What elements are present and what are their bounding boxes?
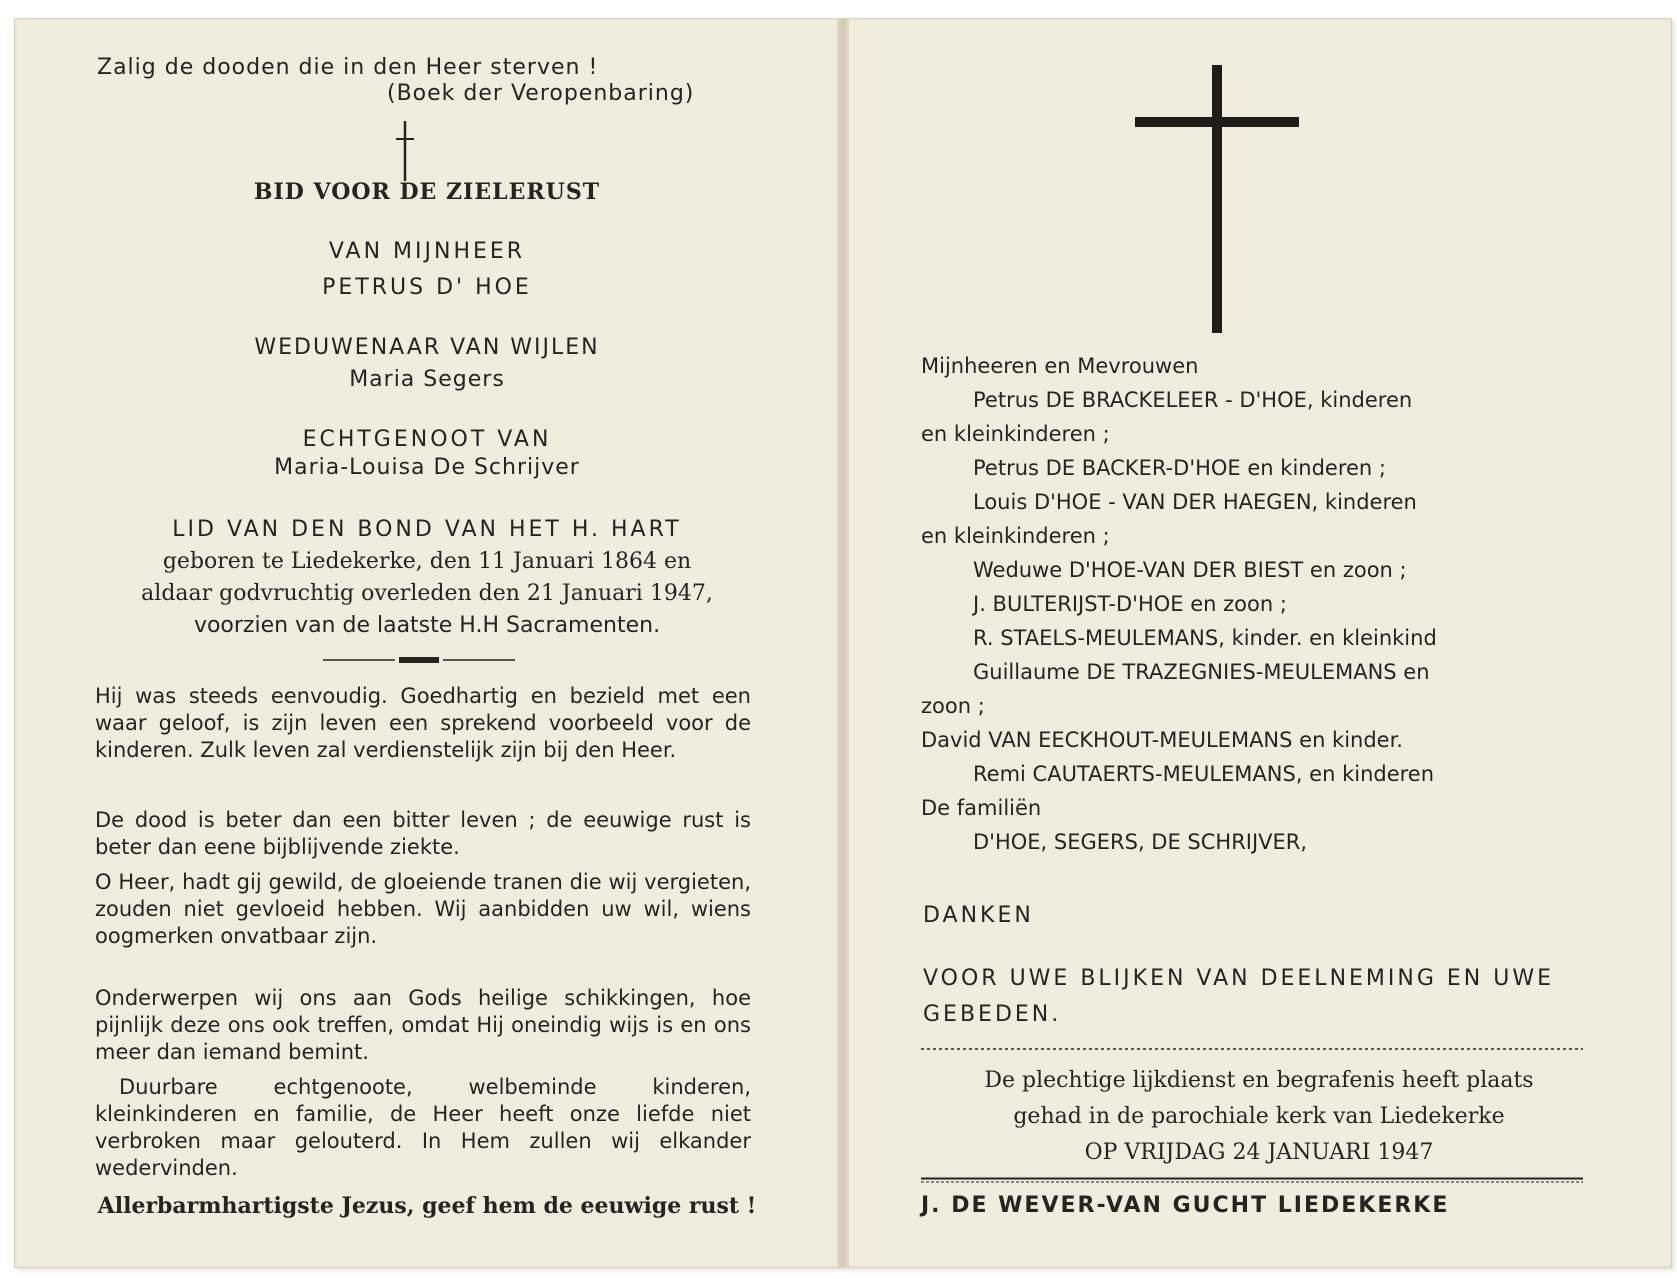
double-rule: [921, 1177, 1583, 1183]
membership-line: LID VAN DEN BOND VAN HET H. HART: [172, 517, 682, 542]
prayer-title: BID VOOR DE ZIELERUST: [253, 179, 601, 205]
family-line: Guillaume DE TRAZEGNIES-MEULEMANS en: [973, 660, 1430, 684]
thanks-heading: DANKEN: [923, 903, 1034, 928]
family-line: Petrus DE BRACKELEER - D'HOE, kinderen: [973, 388, 1413, 412]
second-wife-name: Maria-Louisa De Schrijver: [274, 455, 580, 480]
family-line: Mijnheeren en Mevrouwen: [921, 354, 1199, 378]
family-line: De familiën: [921, 796, 1042, 820]
family-line: J. BULTERIJST-D'HOE en zoon ;: [973, 592, 1287, 616]
family-line: D'HOE, SEGERS, DE SCHRIJVER,: [973, 830, 1308, 854]
family-line: zoon ;: [921, 694, 985, 718]
honorific: VAN MIJNHEER: [328, 239, 526, 264]
widower-label: WEDUWENAAR VAN WIJLEN: [254, 335, 600, 360]
thanks-detail: VOOR UWE BLIJKEN VAN DEELNEMING EN UWE GEBEDEN.: [923, 966, 1554, 1027]
funeral-date: OP VRIJDAG 24 JANUARI 1947: [1084, 1140, 1434, 1165]
family-line: R. STAELS-MEULEMANS, kinder. en kleinkind: [973, 626, 1437, 650]
scripture-quote: Zalig de dooden die in den Heer sterven !: [97, 55, 599, 80]
scripture-source: (Boek der Veropenbaring): [387, 81, 695, 106]
paragraph: Onderwerpen wij ons aan Gods heilige schikkingen, hoe pijnlijk deze ons ook treffen, omdat Hij oneindig wijs is en ons meer dan iemand bemint.: [95, 986, 751, 1064]
large-cross-icon: [1135, 65, 1299, 333]
printer-imprint: J. DE WEVER-VAN GUCHT LIEDEKERKE: [921, 1193, 1450, 1218]
family-line: Petrus DE BACKER-D'HOE en kinderen ;: [973, 456, 1386, 480]
family-line: Louis D'HOE - VAN DER HAEGEN, kinderen: [973, 490, 1417, 514]
first-wife-name: Maria Segers: [349, 367, 505, 392]
family-line: en kleinkinderen ;: [921, 524, 1110, 548]
funeral-line: De plechtige lijkdienst en begrafenis heeft plaats: [984, 1068, 1534, 1093]
paragraph: Duurbare echtgenoote, welbeminde kinderen, kleinkinderen en familie, de Heer heeft onze liefde niet verbroken maar gelouterd. In Hem zullen wij elkander wedervinden.: [95, 1075, 751, 1180]
left-page: [17, 21, 837, 1265]
family-line: Weduwe D'HOE-VAN DER BIEST en zoon ;: [973, 558, 1407, 582]
deceased-name: PETRUS D' HOE: [322, 275, 532, 300]
spouse-label: ECHTGENOOT VAN: [302, 427, 552, 452]
family-line: Remi CAUTAERTS-MEULEMANS, en kinderen: [973, 762, 1435, 786]
family-line: David VAN EECKHOUT-MEULEMANS en kinder.: [921, 728, 1403, 752]
paragraph: Hij was steeds eenvoudig. Goedhartig en bezield met een waar geloof, is zijn leven een sprekend voorbeeld voor de kinderen. Zulk leven zal verdienstelijk zijn bij den Heer.: [95, 684, 751, 762]
ornament-divider: [323, 655, 515, 665]
family-list: [921, 349, 1583, 859]
death-line: aldaar godvruchtig overleden den 21 Januari 1947,: [141, 581, 713, 606]
funeral-notice: [849, 1063, 1669, 1171]
funeral-line: gehad in de parochiale kerk van Liedekerke: [1013, 1104, 1505, 1129]
birth-line: geboren te Liedekerke, den 11 Januari 1864 en: [162, 549, 692, 574]
memorial-card: [14, 18, 1672, 1268]
small-cross-icon: [395, 119, 415, 183]
paragraph: O Heer, hadt gij gewild, de gloeiende tranen die wij vergieten, zouden niet gevloeid hebben. Wij aanbidden uw wil, wiens oogmerken onvatbaar zijn.: [95, 870, 751, 948]
family-line: en kleinkinderen ;: [921, 422, 1110, 446]
right-page: [849, 21, 1669, 1265]
sacraments-line: voorzien van de laatste H.H Sacramenten.: [193, 613, 661, 638]
dotted-divider: [921, 1047, 1583, 1051]
paragraph: De dood is beter dan een bitter leven ; de eeuwige rust is beter dan eene bijblijvende ziekte.: [95, 808, 751, 859]
card-fold: [837, 19, 849, 1267]
closing-prayer: Allerbarmhartigste Jezus, geef hem de eeuwige rust !: [97, 1193, 757, 1219]
